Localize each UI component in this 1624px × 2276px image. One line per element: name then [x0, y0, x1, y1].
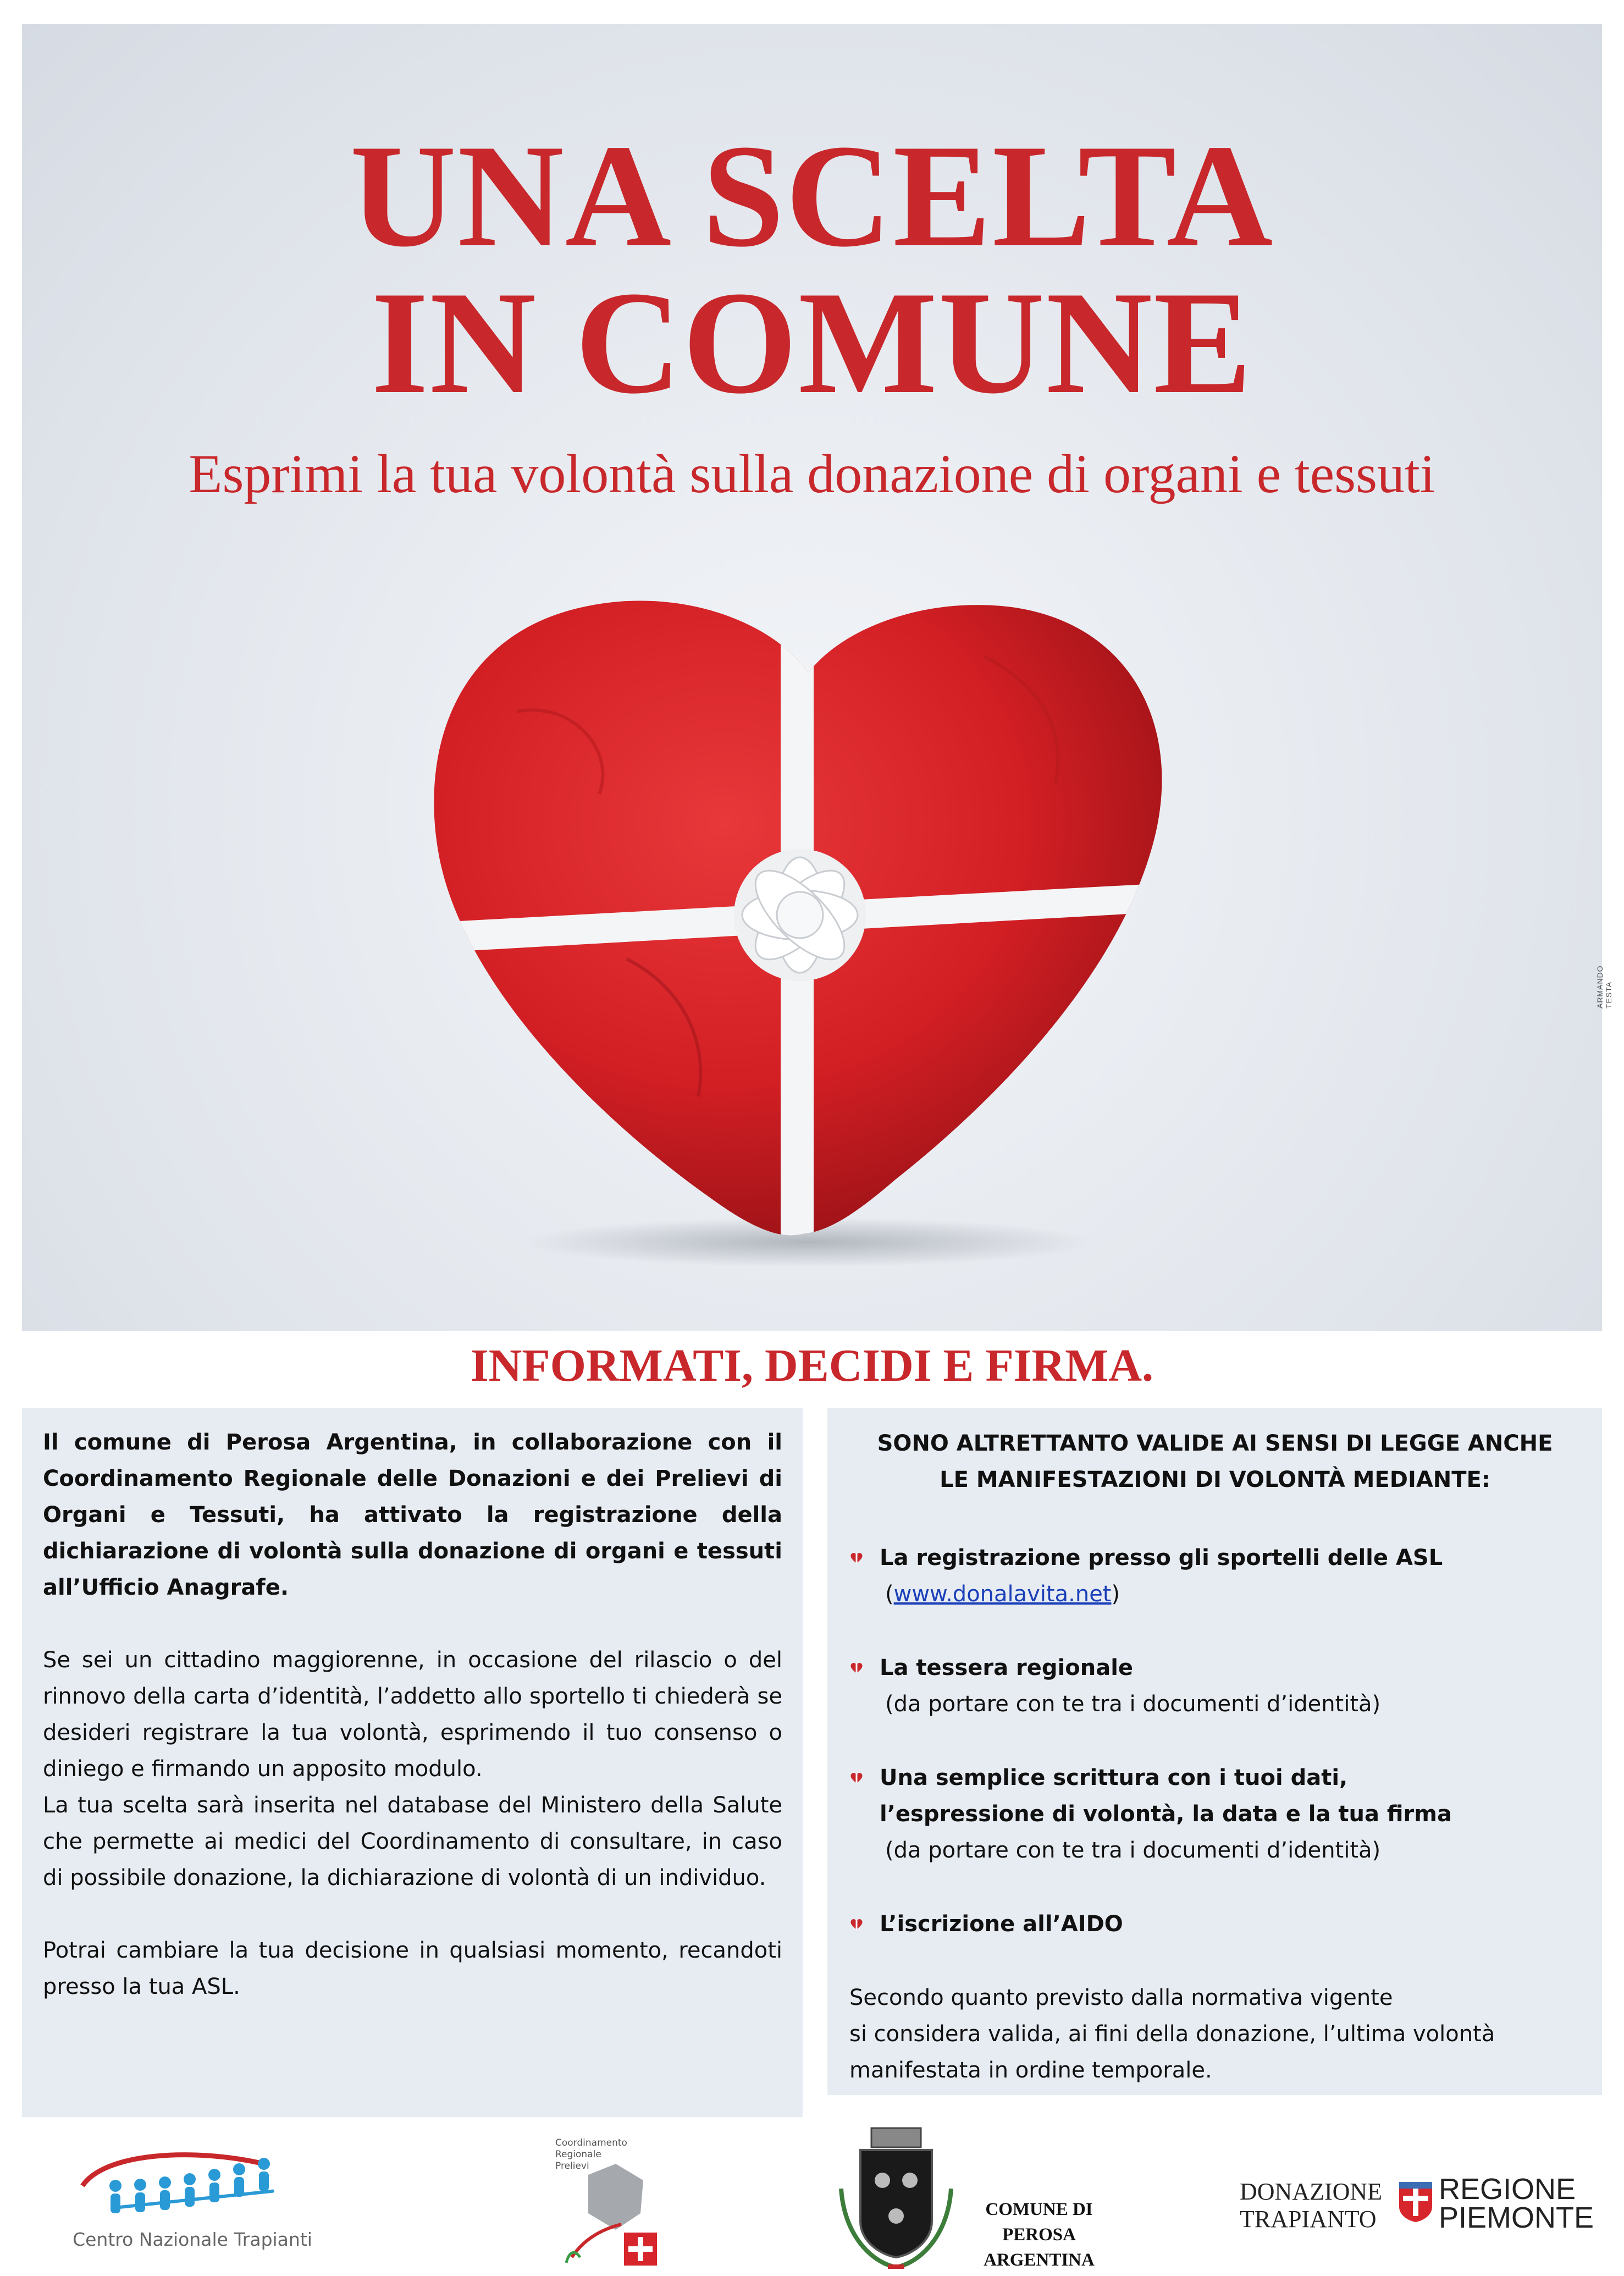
hero-image [22, 24, 1613, 1331]
list-item-scrittura: Una semplice scrittura con i tuoi dati, l’espressione di volontà, la data e la tua firma (da portare con te tra i documenti d’identità) [849, 1760, 1586, 1869]
heart-bullet-icon [849, 1771, 864, 1785]
right-heading: SONO ALTRETTANTO VALIDE AI SENSI DI LEGGE ANCHE LE MANIFESTAZIONI DI VOLONTÀ MEDIANTE: [877, 1431, 1553, 1492]
slogan: INFORMATI, DECIDI E FIRMA. [470, 1340, 1154, 1391]
list-item-tessera: La tessera regionale (da portare con te tra i documenti d’identità) [849, 1650, 1586, 1722]
subtitle: Esprimi la tua volontà sulla donazione di organi e tessuti [189, 443, 1435, 504]
title-line-2: IN COMUNE [371, 261, 1253, 424]
paragraph-change: Potrai cambiare la tua decisione in qualsiasi momento, recandoti presso la tua ASL. [43, 1938, 782, 1999]
photo-credit: ARMANDO TESTA [1595, 965, 1613, 1009]
donalavita-link[interactable]: www.donalavita.net [893, 1581, 1112, 1607]
paragraph-citizen: Se sei un cittadino maggiorenne, in occasione del rilascio o del rinnovo della carta d’identità, l’addetto allo sportello ti chiederà se desideri registrare la tua volontà, esprimendo il tuo consenso o diniego e firmando un apposito modulo. [43, 1647, 782, 1782]
list-item-aido: L’iscrizione all’AIDO [849, 1906, 1586, 1942]
paragraph-database: La tua scelta sarà inserita nel database del Ministero della Salute che permette ai medici del Coordinamento di consultare, in caso di possibile donazione, la dichiarazione di volontà di un individuo. [43, 1793, 782, 1891]
regione-shield-icon [1396, 2179, 1435, 2223]
list-item-asl: La registrazione presso gli sportelli delle ASL (www.donalavita.net) [849, 1540, 1586, 1612]
comune-name: COMUNE DI PEROSA ARGENTINA [984, 2200, 1095, 2270]
coordinamento-logo: Coordinamento Regionale Prelievi [550, 2131, 671, 2271]
regione-piemonte-label: REGIONE PIEMONTE [1439, 2173, 1594, 2234]
bow [734, 849, 866, 981]
heart-bullet-icon [849, 1917, 864, 1931]
title-line-1: UNA SCELTA [350, 114, 1274, 277]
info-panel-right [827, 1408, 1602, 2095]
info-panel-left [22, 1408, 803, 2117]
comune-coat-of-arms [830, 2123, 962, 2274]
cnt-people-icon [71, 2147, 313, 2230]
intro-paragraph: Il comune di Perosa Argentina, in collaborazione con il Coordinamento Regionale delle Donazioni e dei Prelievi di Organi e Tessuti, ha attivato la registrazione della dichiarazione di volontà sulla donazione di organi e tessuti all’Ufficio Anagrafe. [43, 1430, 782, 1600]
cnt-logo: Centro Nazionale Trapianti [71, 2147, 313, 2257]
footer-logos [0, 2120, 1624, 2274]
legal-note: Secondo quanto previsto dalla normativa vigente si considera valida, ai fini della donazione, l’ultima volontà manifestata in ordine temporale. [849, 1985, 1495, 2083]
donazione-trapianto-label: DONAZIONE TRAPIANTO [1240, 2178, 1383, 2233]
heart-bullet-icon [849, 1661, 864, 1675]
heart-bullet-icon [849, 1551, 864, 1565]
gift-heart-illustration [22, 24, 1602, 1331]
